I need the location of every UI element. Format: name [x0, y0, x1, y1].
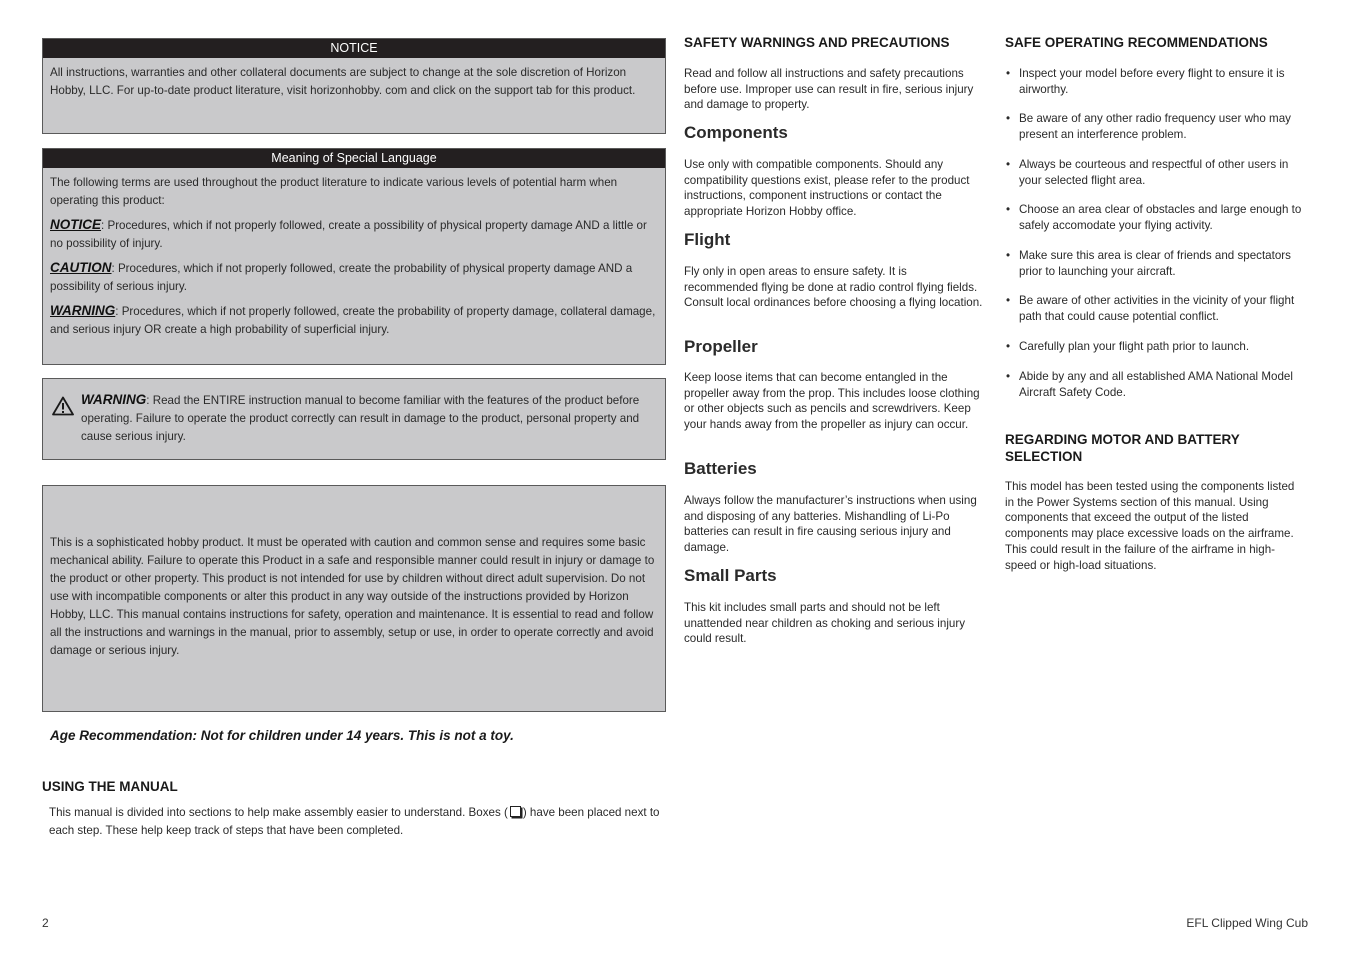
list-item: • Choose an area clear of obstacles and large enough to safely accomodate your flying activity. [1005, 202, 1309, 233]
list-item: • Be aware of any other radio frequency user who may present an interference problem. [1005, 111, 1309, 142]
term-caution [50, 259, 658, 296]
term-warning [50, 302, 658, 339]
list-item: • Carefully plan your flight path prior to launch. [1005, 339, 1309, 355]
flight-text: Fly only in open areas to ensure safety. It is recommended flying be done at radio control flying fields. Consult local ordinances before choosing a flying location. [684, 265, 983, 310]
hobby-product-text: This is a sophisticated hobby product. It must be operated with caution and common sense and requires some basic mechanical ability. Failure to operate this Product in a safe and responsible manner could result in injury or damage to the product or other property. This product is not intended for use by children without direct adult supervision. Do not use with incompatible components or alter this product in any way outside of the instructions provided by Horizon Hobby, LLC. This manual contains instructions for safety, operation and maintenance. It is essential to read and follow all the instructions and warnings in the manual, prior to assembly, setup or use, in order to operate correctly and avoid damage or serious injury. [50, 536, 655, 657]
hobby-product-box [42, 485, 666, 712]
notice-box [42, 38, 666, 134]
using-manual-heading: USING THE MANUAL [42, 779, 178, 794]
safe-operating-heading: SAFE OPERATING RECOMMENDATIONS [1005, 35, 1268, 50]
warning-box-label: WARNING [81, 392, 147, 407]
warning-triangle-icon [52, 396, 74, 416]
list-item: • Abide by any and all established AMA National Model Aircraft Safety Code. [1005, 369, 1309, 400]
term-caution-label: CAUTION [50, 260, 112, 275]
batteries-title: Batteries [684, 459, 757, 478]
small-parts-title: Small Parts [684, 566, 777, 585]
term-notice-label: NOTICE [50, 217, 102, 232]
components-text: Use only with compatible components. Should any compatibility questions exist, please refer to the product instructions, component instructions or contact the appropriate Horizon Hobby office. [684, 158, 970, 219]
small-parts-text: This kit includes small parts and should not be left unattended near children as choking and serious injury could result. [684, 601, 966, 646]
safety-heading: SAFETY WARNINGS AND PRECAUTIONS [684, 35, 950, 50]
term-caution-text: : Procedures, which if not properly followed, create the probability of physical property damage AND a possibility of serious injury. [50, 262, 633, 293]
term-notice-text: : Procedures, which if not properly followed, create a possibility of physical property damage AND a little or no possibility of injury. [50, 219, 647, 250]
propeller-text: Keep loose items that can become entangled in the propeller away from the prop. This includes loose clothing or other objects such as pencils and screwdrivers. Keep your hands away from the propeller as injury can occur. [684, 371, 980, 432]
notice-box-text: All instructions, warranties and other collateral documents are subject to change at the sole discretion of Horizon Hobby, LLC. For up-to-date product literature, visit horizonhobby. com and click on the support tab for this product. [50, 66, 636, 97]
warning-box-body: : Read the ENTIRE instruction manual to become familiar with the features of the product before operating. Failure to operate the product correctly can result in damage to the product, personal property and cause serious injury. [81, 394, 640, 443]
batteries-text: Always follow the manufacturer’s instructions when using and disposing of any batteries. Mishandling of Li-Po batteries can result in fire causing serious injury and damage. [684, 494, 977, 555]
page-number: 2 [42, 916, 49, 930]
list-item: • Make sure this area is clear of friends and spectators prior to launching your aircraft. [1005, 248, 1309, 279]
safety-intro: Read and follow all instructions and safety precautions before use. Improper use can result in fire, serious injury and damage to property. [684, 67, 974, 112]
warning-box-text [81, 391, 658, 446]
components-title: Components [684, 123, 788, 142]
term-notice [50, 216, 658, 253]
propeller-title: Propeller [684, 337, 758, 356]
special-language-box [42, 148, 666, 365]
term-warning-text: : Procedures, which if not properly followed, create the probability of property damage, collateral damage, and serious injury OR create a high probability of superficial injury. [50, 305, 656, 336]
motor-battery-heading: REGARDING MOTOR AND BATTERY SELECTION [1005, 432, 1240, 464]
notice-box-title: NOTICE [43, 39, 665, 58]
flight-title: Flight [684, 230, 731, 249]
age-recommendation: Age Recommendation: Not for children under 14 years. This is not a toy. [50, 728, 514, 743]
special-language-intro: The following terms are used throughout the product literature to indicate various levels of potential harm when operating this product: [50, 176, 618, 207]
special-language-title: Meaning of Special Language [43, 149, 665, 168]
list-item: • Always be courteous and respectful of other users in your selected flight area. [1005, 157, 1309, 188]
list-item: • Be aware of other activities in the vicinity of your flight path that could cause potential conflict. [1005, 293, 1309, 324]
checkbox-icon [510, 806, 521, 817]
using-manual-text: This manual is divided into sections to help make assembly easier to understand. Boxes ( ) have been placed next to each step. These help keep track of steps that have been completed. [49, 806, 660, 837]
using-manual-section [42, 778, 178, 795]
term-warning-label: WARNING [50, 303, 116, 318]
motor-battery-text: This model has been tested using the components listed in the Power Systems section of this manual. Using components that exceed the output of the listed components may place excessive loads on the airframe. This could result in the failure of the airframe in high-speed or high-load situations. [1005, 480, 1295, 572]
warning-box [42, 378, 666, 460]
footer-product-name: EFL Clipped Wing Cub [1186, 916, 1308, 930]
list-item: • Inspect your model before every flight to ensure it is airworthy. [1005, 66, 1309, 97]
